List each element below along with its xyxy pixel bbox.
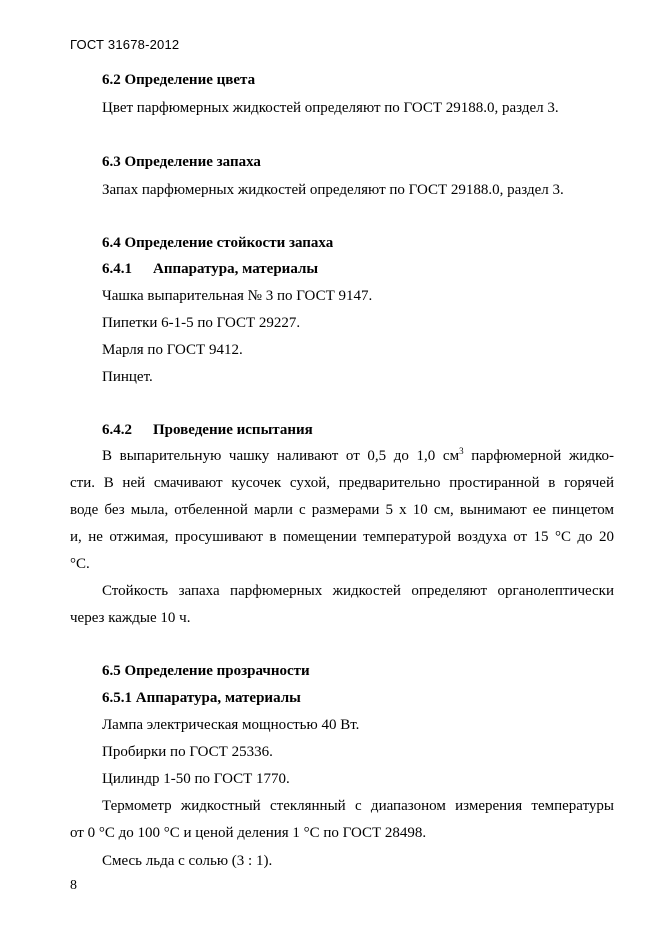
list-item: Марля по ГОСТ 9412. bbox=[102, 342, 243, 358]
section-6-4-title: 6.4 Определение стойкости запаха bbox=[102, 235, 334, 251]
section-6-5-title: 6.5 Определение прозрачности bbox=[102, 663, 310, 679]
section-6-2-title: 6.2 Определение цвета bbox=[102, 72, 256, 88]
paragraph-line: и, не отжимая, просушивают в помещении температурой воздуха от 15 °С до 20 bbox=[70, 529, 614, 545]
paragraph-line: воде без мыла, отбеленной марли с размерами 5 х 10 см, вынимают ее пинцетом bbox=[70, 502, 614, 518]
section-6-3-title: 6.3 Определение запаха bbox=[102, 154, 261, 170]
section-6-4-2-heading bbox=[102, 421, 313, 439]
section-6-4-2-number: 6.4.2 bbox=[102, 422, 132, 438]
paragraph-line: °С. bbox=[70, 556, 90, 572]
paragraph-line: Стойкость запаха парфюмерных жидкостей определяют органолептически bbox=[102, 583, 614, 599]
paragraph-text: В выпарительную чашку наливают от 0,5 до 1,0 см bbox=[102, 448, 460, 464]
list-item: Смесь льда с солью (3 : 1). bbox=[102, 853, 273, 869]
section-6-2-text: Цвет парфюмерных жидкостей определяют по ГОСТ 29188.0, раздел 3. bbox=[102, 100, 559, 116]
section-6-4-1-title: Аппаратура, материалы bbox=[153, 261, 319, 277]
page-number: 8 bbox=[70, 878, 77, 893]
list-item: Пробирки по ГОСТ 25336. bbox=[102, 744, 273, 760]
section-6-3-text: Запах парфюмерных жидкостей определяют по ГОСТ 29188.0, раздел 3. bbox=[102, 182, 564, 198]
section-6-4-2-title: Проведение испытания bbox=[153, 422, 313, 438]
list-item: Лампа электрическая мощностью 40 Вт. bbox=[102, 717, 360, 733]
paragraph-line: Термометр жидкостный стеклянный с диапазоном измерения температуры bbox=[102, 798, 614, 814]
paragraph-line: через каждые 10 ч. bbox=[70, 610, 191, 626]
section-6-4-1-heading bbox=[102, 260, 318, 278]
document-header: ГОСТ 31678-2012 bbox=[70, 37, 180, 52]
paragraph-line: сти. В ней смачивают кусочек сухой, предварительно простиранной в горячей bbox=[70, 475, 614, 491]
list-item: Пипетки 6-1-5 по ГОСТ 29227. bbox=[102, 315, 301, 331]
section-6-5-1-title: 6.5.1 Аппаратура, материалы bbox=[102, 690, 301, 706]
paragraph-line: от 0 °С до 100 °С и ценой деления 1 °С по ГОСТ 28498. bbox=[70, 825, 427, 841]
list-item: Пинцет. bbox=[102, 369, 153, 385]
section-6-4-1-number: 6.4.1 bbox=[102, 261, 132, 277]
list-item: Чашка выпарительная № 3 по ГОСТ 9147. bbox=[102, 288, 373, 304]
superscript: 3 bbox=[459, 446, 464, 456]
list-item: Цилиндр 1-50 по ГОСТ 1770. bbox=[102, 771, 290, 787]
paragraph-line bbox=[102, 447, 614, 465]
paragraph-text: парфюмерной жидко- bbox=[463, 448, 614, 464]
